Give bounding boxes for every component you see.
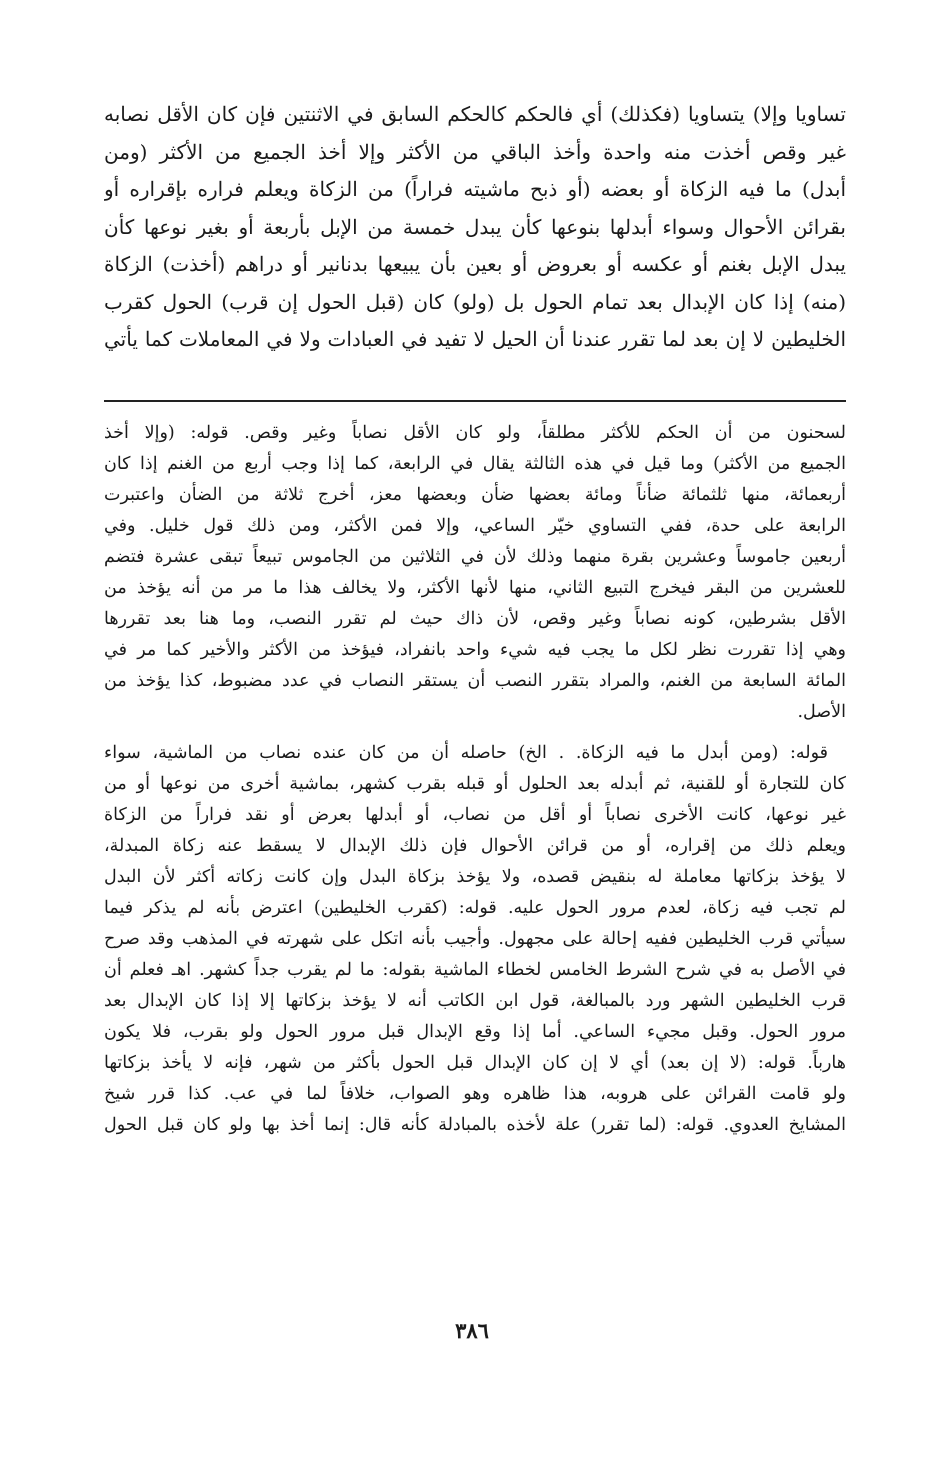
- commentary-block: [104, 418, 846, 1141]
- commentary-line: وهي إذا تقررت نظر لكل ما يجب فيه شيء واحد بانفراد، فيؤخذ من الأكثر والأخير كما مر في: [104, 640, 846, 660]
- main-text-block: [104, 96, 846, 359]
- commentary-line: في الأصل به في شرح الشرط الخامس لخطاء الماشية بقوله: ما لم يقرب جداً كشهر. اهـ فعلم أن: [104, 960, 846, 980]
- commentary-line: لا يؤخذ بزكاتها معاملة له بنقيض قصده، ولا يؤخذ بزكاة البدل وإن كانت زكاته أكثر لأن البدل: [104, 867, 846, 887]
- commentary-line: ولو قامت القرائن على هروبه، هذا ظاهره وهو الصواب، خلافاً لما في عب. كذا قرر شيخ: [104, 1084, 846, 1104]
- commentary-line: المائة السابعة من الغنم، والمراد بتقرر النصب أن يستقر النصاب في عدد مضبوط، كذا يؤخذ من: [104, 671, 846, 691]
- commentary-line: أربعين جاموساً وعشرين بقرة منهما وذلك لأن في الثلاثين من الجاموس تبيعاً تبقى عشرة فتضم: [104, 547, 846, 567]
- commentary-line: قوله: (ومن أبدل ما فيه الزكاة. . الخ) حاصله أن من كان عنده نصاب من الماشية، سواء: [104, 743, 828, 763]
- commentary-line: للعشرين من البقر فيخرج التبيع الثاني، منها لأنها الأكثر، ولا يخالف هذا ما مر من أنه يؤخذ من: [104, 578, 846, 598]
- commentary-line: الجميع من الأكثر) وما قيل في هذه الثالثة يقال في الرابعة، كما إذا وجب أربع من الغنم إذا كان: [104, 454, 846, 474]
- main-text-line: يبدل الإبل بغنم أو عكسه أو بعروض أو بعين بأن يبيعها بدنانير أو دراهم (أخذت) الزكاة: [104, 252, 846, 276]
- main-text-line: الخليطين لا إن بعد لما تقرر عندنا أن الحيل لا تفيد في العبادات ولا في المعاملات كما يأتي: [104, 327, 846, 351]
- commentary-line: الأصل.: [797, 702, 846, 722]
- main-text-line: أبدل) ما فيه الزكاة أو بعضه (أو ذبح ماشيته فراراً) من الزكاة ويعلم فراره بإقراره أو: [104, 177, 846, 201]
- commentary-line: لم تجب فيه زكاة، لعدم مرور الحول عليه. قوله: (كقرب الخليطين) اعترض بأنه لم يذكر فيما: [104, 898, 846, 918]
- commentary-line: لسحنون من أن الحكم للأكثر مطلقاً، ولو كان الأقل نصاباً وغير وقص. قوله: (وإلا أخذ: [104, 423, 846, 443]
- main-text-line: غير وقص أخذت منه واحدة وأخذ الباقي من الأكثر وإلا أخذ الجميع من الأكثر (ومن: [104, 139, 846, 164]
- main-text-line: (منه) إذا كان الإبدال بعد تمام الحول بل (ولو) كان (قبل الحول إن قرب) الحول كقرب: [104, 289, 846, 314]
- commentary-line: هارباً. قوله: (لا إن بعد) أي لا إن كان الإبدال قبل الحول بأكثر من شهر، فإنه لا يأخذ بزكاتها: [104, 1053, 846, 1073]
- commentary-line: أربعمائة، منها ثلثمائة ضأناً ومائة بعضها ضأن وبعضها معز، أخرج ثلاثة من الضأن واعتبرت: [104, 485, 846, 505]
- commentary-line: ويعلم ذلك من إقراره، أو من قرائن الأحوال فإن ذلك الإبدال لا يسقط عنه زكاة المبدلة،: [104, 836, 846, 856]
- commentary-line: سيأتي قرب الخليطين ففيه إحالة على مجهول. وأجيب بأنه اتكل على شهرته في المذهب وقد صرح: [104, 929, 846, 949]
- main-text-line: تساويا وإلا) يتساويا (فكذلك) أي فالحكم كالحكم السابق في الاثنتين فإن كان الأقل نصابه: [104, 102, 846, 126]
- paragraph-gap: [104, 728, 846, 738]
- commentary-line: غير نوعها، كانت الأخرى نصاباً أو أقل من نصاب، أو أبدلها بعرض أو نقد فراراً من الزكاة: [104, 805, 846, 825]
- main-text-line: بقرائن الأحوال وسواء أبدلها بنوعها كأن يبدل خمسة من الإبل بأربعة أو بغير نوعها كأن: [104, 214, 846, 239]
- commentary-line: مرور الحول. وقبل مجيء الساعي. أما إذا وقع الإبدال قبل مرور الحول ولو بقرب، فلا يكون: [104, 1022, 846, 1042]
- page-number: ٣٨٦: [455, 1318, 489, 1343]
- commentary-line: قرب الخليطين الشهر ورد بالمبالغة، قول ابن الكاتب أنه لا يؤخذ بزكاتها إلا إذا كان الإبدال بعد: [104, 991, 846, 1011]
- commentary-line: كان للتجارة أو للقنية، ثم أبدله بعد الحلول أو قبله بقرب كشهر، بماشية أخرى من نوعها أو من: [104, 774, 846, 794]
- commentary-line: المشايخ العدوي. قوله: (لما تقرر) علة لأخذه بالمبادلة كأنه قال: إنما أخذ بها ولو كان قبل الحول: [104, 1115, 846, 1135]
- footnote-separator-rule: [104, 400, 846, 402]
- commentary-line: الأقل بشرطين، كونه نصاباً وغير وقص، لأن ذاك حيث لم تقرر النصب، وما هنا بعد تقررها: [104, 609, 846, 629]
- commentary-line: الرابعة على حدة، ففي التساوي خيّر الساعي، وإلا فمن الأكثر، ومن ذلك قول خليل. وفي: [104, 516, 846, 536]
